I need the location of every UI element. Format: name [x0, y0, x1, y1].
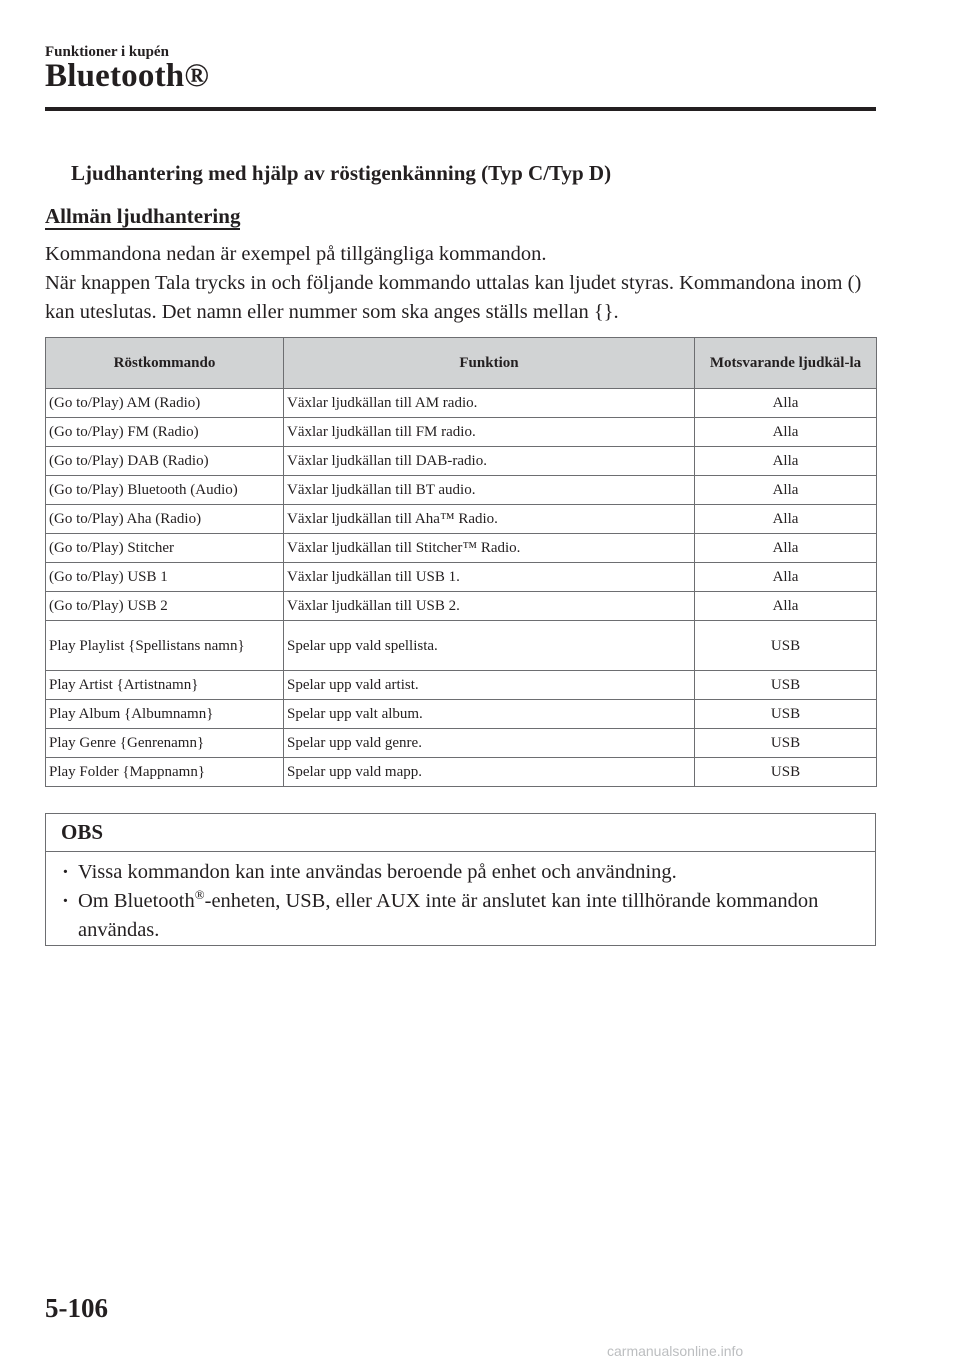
- cell-command: (Go to/Play) Bluetooth (Audio): [46, 476, 284, 505]
- cell-command: Play Genre {Genrenamn}: [46, 729, 284, 758]
- voice-command-table: [45, 337, 877, 787]
- cell-command: (Go to/Play) USB 1: [46, 563, 284, 592]
- header-source: Motsvarande ljudkäl-la: [695, 338, 877, 389]
- intro-text: [45, 240, 885, 327]
- bullet-icon: ·: [62, 890, 69, 912]
- table-row: [46, 700, 877, 729]
- table-row: [46, 758, 877, 787]
- cell-function: Växlar ljudkällan till Aha™ Radio.: [284, 505, 695, 534]
- cell-function: Växlar ljudkällan till USB 2.: [284, 592, 695, 621]
- cell-function: Spelar upp vald genre.: [284, 729, 695, 758]
- table-row: [46, 534, 877, 563]
- page-number: 5-106: [45, 1293, 108, 1323]
- cell-function: Växlar ljudkällan till Stitcher™ Radio.: [284, 534, 695, 563]
- note-text: Vissa kommandon kan inte användas beroende på enhet och användning.: [78, 861, 677, 883]
- cell-function: Växlar ljudkällan till DAB-radio.: [284, 447, 695, 476]
- note-item: [60, 887, 875, 945]
- cell-command: Play Playlist {Spellistans namn}: [46, 621, 284, 671]
- cell-command: Play Artist {Artistnamn}: [46, 671, 284, 700]
- cell-function: Växlar ljudkällan till BT audio.: [284, 476, 695, 505]
- cell-function: Spelar upp vald artist.: [284, 671, 695, 700]
- cell-command: (Go to/Play) USB 2: [46, 592, 284, 621]
- note-box: [45, 813, 876, 946]
- watermark: carmanualsonline.info: [607, 1343, 744, 1359]
- chapter-title: Bluetooth®: [45, 58, 210, 94]
- table-row: [46, 729, 877, 758]
- sub-heading: Ljudhantering med hjälp av röstigenkänning (Typ C/Typ D): [71, 161, 612, 185]
- cell-function: Växlar ljudkällan till USB 1.: [284, 563, 695, 592]
- cell-source: USB: [695, 621, 877, 671]
- table-row: [46, 418, 877, 447]
- table-row: [46, 447, 877, 476]
- section-heading: Allmän ljudhantering: [45, 204, 241, 228]
- table-row: [46, 389, 877, 418]
- note-title: OBS: [46, 814, 875, 852]
- header-command: Röstkommando: [46, 338, 284, 389]
- cell-source: Alla: [695, 418, 877, 447]
- cell-command: (Go to/Play) DAB (Radio): [46, 447, 284, 476]
- table-row: [46, 476, 877, 505]
- cell-source: Alla: [695, 592, 877, 621]
- intro-line-1: Kommandona nedan är exempel på tillgängliga kommandon.: [45, 243, 547, 265]
- cell-source: USB: [695, 758, 877, 787]
- cell-function: Spelar upp valt album.: [284, 700, 695, 729]
- section-label: Funktioner i kupén: [45, 44, 169, 60]
- cell-source: Alla: [695, 534, 877, 563]
- cell-function: Spelar upp vald mapp.: [284, 758, 695, 787]
- bullet-icon: ·: [62, 861, 69, 883]
- note-text-end: -enheten, USB, eller AUX inte är anslutet kan inte tillhörande kommandon användas.: [78, 890, 819, 941]
- header-rule: [45, 107, 876, 111]
- cell-command: Play Album {Albumnamn}: [46, 700, 284, 729]
- cell-source: Alla: [695, 476, 877, 505]
- cell-command: (Go to/Play) FM (Radio): [46, 418, 284, 447]
- intro-line-2: När knappen Tala trycks in och följande kommando uttalas kan ljudet styras. Kommandona inom () kan uteslutas. Det namn eller nummer som ska anges ställs mellan {}.: [45, 272, 862, 323]
- cell-source: Alla: [695, 505, 877, 534]
- table-row: [46, 505, 877, 534]
- cell-command: (Go to/Play) Stitcher: [46, 534, 284, 563]
- registered-mark: ®: [194, 887, 205, 903]
- table-row: [46, 621, 877, 671]
- header-function: Funktion: [284, 338, 695, 389]
- cell-function: Spelar upp vald spellista.: [284, 621, 695, 671]
- table-header-row: [46, 338, 877, 389]
- cell-source: Alla: [695, 389, 877, 418]
- cell-source: USB: [695, 700, 877, 729]
- cell-source: Alla: [695, 563, 877, 592]
- table-row: [46, 671, 877, 700]
- cell-function: Växlar ljudkällan till FM radio.: [284, 418, 695, 447]
- cell-source: Alla: [695, 447, 877, 476]
- cell-function: Växlar ljudkällan till AM radio.: [284, 389, 695, 418]
- cell-command: (Go to/Play) AM (Radio): [46, 389, 284, 418]
- cell-command: (Go to/Play) Aha (Radio): [46, 505, 284, 534]
- cell-source: USB: [695, 729, 877, 758]
- table-row: [46, 563, 877, 592]
- cell-source: USB: [695, 671, 877, 700]
- note-text-start: Om Bluetooth: [78, 890, 195, 912]
- cell-command: Play Folder {Mappnamn}: [46, 758, 284, 787]
- note-item: [60, 858, 875, 887]
- note-list: [46, 852, 875, 945]
- table-row: [46, 592, 877, 621]
